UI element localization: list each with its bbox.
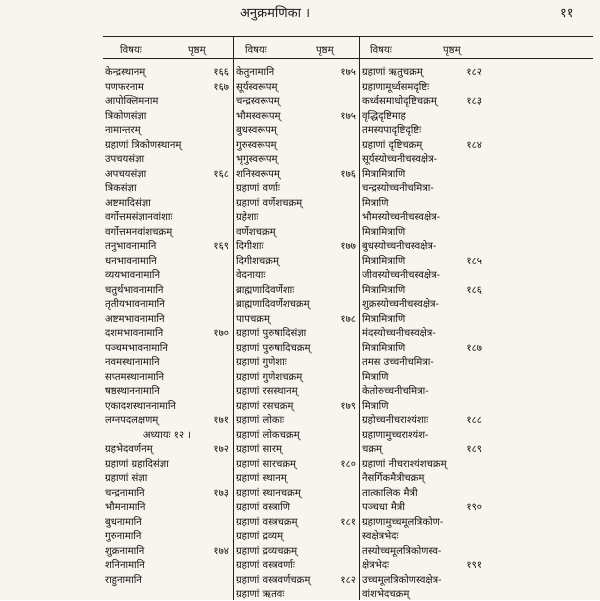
entry-title: भौमस्योच्चनीचस्वक्षेत्र- [362,212,441,223]
entry-title: भौमस्वरूपम् [236,110,281,122]
entry-title: शनिनामानि [105,560,145,571]
entry-title: मित्रामित्राणि [362,226,406,238]
entry-title: ग्रहाणां ऋतवः [236,589,285,600]
entry-title: ग्रहाणां लोकचक्रम् [236,429,300,441]
entry-title: ग्रहाणां द्रव्यचक्रम् [236,545,298,557]
entry-title: चक्रम् [362,444,383,455]
entry-title: ग्रहोच्चनीचराश्यंशाः [362,415,429,426]
column-header-subject: विषयः [245,45,267,56]
entry-title: ग्रहाणां नीचराश्यंशचक्रम् [362,458,447,470]
entry-page-number: १७६ [340,168,356,180]
entry-page-number: १६७ [213,81,229,93]
entry-title: वांशभेदचक्रम् [362,589,410,600]
entry-title: नैसर्गिकमैत्रीचक्रम् [362,473,425,484]
entry-title: स्वक्षेत्रभेदः [362,531,399,542]
entry-title: अष्टमादिसंज्ञा [105,197,151,209]
entry-title: उपचयसंज्ञा [105,154,145,165]
entry-title: ग्रहाणां गुणेशचक्रम् [236,371,303,383]
entry-title: ग्रहाणां वर्णाः [236,183,280,194]
entry-title: ग्रहेशाः [236,212,259,223]
entry-title: मित्राणि [362,371,389,383]
entry-title: पापचक्रम् [236,313,270,325]
entry-title: बुधस्वरूपम् [236,125,277,136]
entry-title: तस्योच्चमूलत्रिकोणस्व- [362,545,442,557]
entry-title: पञ्चधा मैत्री [362,502,405,513]
entry-title: ग्रहाणां पुरुषादिचक्रम् [236,342,311,354]
column-header-page: पृष्ठम् [443,45,461,56]
entry-page-number: १७५ [340,110,356,122]
entry-title: चतुर्थभावनामानि [105,284,164,296]
page-header [0,0,600,22]
entry-title: ग्रहाणां वस्त्राणि [236,502,290,513]
header-rule [103,58,593,59]
column-divider [233,36,234,600]
entry-title: दिगीशाः [236,241,264,252]
entry-page-number: १८९ [466,444,482,455]
page-title: अनुक्रमणिका । [240,6,311,21]
entry-page-number: १७२ [213,444,229,455]
entry-title: केन्द्रस्थानम् [105,67,146,78]
entry-title: वृद्धिदृष्टिमाह [362,110,406,122]
entry-title: मित्रामित्राणि [362,168,406,180]
entry-title: सूर्यस्योच्चनीचस्वक्षेत्र- [362,154,437,165]
chapter-heading: अध्यायः १२ । [142,429,192,441]
entry-title: ग्रहाणामुच्चमूलत्रिकोण- [362,516,444,528]
entry-title: शनिस्वरूपम् [236,168,280,180]
entry-title: मित्राणि [362,197,389,209]
entry-title: आपोक्लिमनाम [105,96,159,107]
entry-title: ग्रहाणां रसचक्रम् [236,400,294,412]
entry-title: पञ्चमभावनामानि [105,342,168,354]
entry-title: चन्द्रनामानि [105,487,145,499]
entry-title: ग्रहाणां वस्त्रवर्णचक्रम् [236,574,311,586]
column-header-page: पृष्ठम् [316,45,334,56]
entry-title: ग्रहाणां ग्रहादिसंज्ञा [105,458,169,470]
entry-title: कर्ध्वसमाधोदृष्टिचक्रम् [362,96,437,107]
entry-title: दशमभावनामानि [105,328,164,339]
entry-title: व्ययभावनामानि [105,270,161,281]
entry-title: भौमनामानि [105,502,146,513]
entry-title: क्षेत्रभेदः [362,560,390,571]
page-number: ११ [560,6,574,21]
entry-title: ग्रहाणां रसस्थानम् [236,386,298,397]
top-rule [103,36,593,37]
index-entry [236,584,356,601]
entry-title: ब्राह्मणादिवर्णेशचक्रम् [236,299,310,310]
entry-title: नामान्तरम् [105,125,141,136]
entry-title: ग्रहाणां सारम् [236,444,282,455]
entry-page-number: १९० [466,502,482,513]
entry-title: शुक्रस्योच्चनीचस्वक्षेत्र- [362,299,439,310]
entry-title: चन्द्रस्योच्चनीचमित्रा- [362,183,434,194]
entry-title: अपचयसंज्ञा [105,168,147,180]
entry-title: धनभावनामानि [105,255,157,267]
entry-page-number: १६९ [213,241,229,252]
entry-page-number: १७१ [213,415,229,426]
entry-title: ग्रहाणां पुरुषादिसंज्ञा [236,328,307,339]
entry-title: ग्रहाणां त्रिकोणस्थानम् [105,139,182,151]
entry-page-number: १८१ [340,516,356,528]
entry-title: नवमस्थानामानि [105,357,160,368]
entry-title: ग्रहाणां स्थानम् [236,473,287,484]
entry-title: मित्रामित्राणि [362,313,406,325]
entry-title: अष्टमभावनामानि [105,313,165,325]
entry-title: तनुभावनामानि [105,241,157,252]
entry-title: तमस्यपादृष्टिदृष्टिः [362,125,422,136]
entry-title: ग्रहाणां वस्त्रचक्रम् [236,516,298,528]
entry-title: शुक्रनामानि [105,545,145,557]
entry-page-number: १८८ [466,415,482,426]
entry-title: वेदनायाः [236,270,266,281]
entry-page-number: १७५ [340,67,356,78]
entry-title: ग्रहाणां स्थानचक्रम् [236,487,301,499]
entry-page-number: १७४ [213,545,229,557]
entry-page-number: १८६ [466,284,482,296]
entry-page-number: १९१ [466,560,482,571]
column-divider [359,36,360,600]
column-header-subject: विषयः [120,45,142,56]
entry-page-number: १७० [213,328,229,339]
entry-title: ग्रहाणां द्रव्यम् [236,531,284,542]
entry-title: मंदस्योच्चनीचस्वक्षेत्र- [362,328,436,339]
entry-title: ग्रहाणामुच्चराश्यंश- [362,429,429,441]
entry-page-number: १७७ [340,241,356,252]
entry-title: ग्रहाणां ऋतुचक्रम् [362,67,423,78]
entry-title: ब्राह्मणादिवर्णेशाः [236,284,295,296]
entry-title: चन्द्रस्वरूपम् [236,96,280,107]
entry-title: ग्रहाणां संज्ञा [105,473,148,484]
entry-page-number: १८७ [466,342,482,354]
entry-title: मित्रामित्राणि [362,255,406,267]
entry-title: केतोरुच्चनीचमित्रा- [362,386,429,397]
entry-title: ग्रहभेदवर्णनम् [105,444,153,455]
entry-title: वर्णेशचक्रम् [236,226,276,238]
entry-title: वर्गोत्तमसंज्ञानवांशाः [105,212,173,223]
entry-title: गुरुस्वरूपम् [236,139,277,151]
entry-title: ग्रहाणां वर्णेशचक्रम् [236,197,303,209]
entry-title: राहुनामानि [105,574,142,586]
entry-title: ग्रहाणां लोकाः [236,415,285,426]
entry-title: बुधस्योच्चनीचस्वक्षेत्र- [362,241,437,252]
entry-page-number: १८५ [466,255,482,267]
entry-page-number: १८२ [340,574,356,586]
entry-title: भृगुस्वरूपम् [236,154,278,165]
entry-title: पणफरनाम [105,81,144,93]
entry-title: मित्रामित्राणि [362,284,406,296]
entry-title: त्रिकसंज्ञा [105,183,137,194]
entry-title: सप्तमस्थानामानि [105,371,165,383]
entry-title: ग्रहाणां सारचक्रम् [236,458,296,470]
entry-title: मित्राणि [362,400,389,412]
entry-title: ग्रहाणामूर्ध्वसमदृष्टिः [362,81,430,93]
entry-title: सूर्यस्वरूपम् [236,81,278,93]
entry-title: ग्रहाणां दृष्टिचक्रम् [362,139,423,151]
entry-page-number: १७३ [213,487,229,499]
entry-page-number: १७८ [340,313,356,325]
entry-page-number: १७९ [340,400,356,412]
entry-page-number: १६८ [213,168,229,180]
entry-title: षष्ठस्थाननामानि [105,386,160,397]
entry-title: केतुनामानि [236,67,275,78]
entry-title: ग्रहाणां गुणेशाः [236,357,287,368]
column-header-page: पृष्ठम् [188,45,206,56]
entry-title: तमस उच्चनीचमित्रा- [362,357,434,368]
entry-title: दिगीशचक्रम् [236,255,279,267]
entry-title: जीवस्योच्चनीचस्वक्षेत्र- [362,270,440,281]
entry-title: वर्गोत्तमनवांशचक्रम् [105,226,173,238]
entry-title: एकादशस्थाननामानि [105,400,176,412]
index-entry [362,584,482,601]
entry-title: लग्नपदलक्षणम् [105,415,159,426]
entry-title: तृतीयभावनामानि [105,299,165,310]
entry-title: गुरुनामानि [105,531,142,542]
entry-title: त्रिकोणसंज्ञा [105,110,147,122]
index-entry [105,570,229,587]
entry-page-number: १८४ [466,139,482,151]
entry-title: बुधनामानि [105,516,142,528]
entry-title: ग्रहाणां वस्त्रवर्णाः [236,560,295,571]
entry-page-number: १८२ [466,67,482,78]
entry-title: मित्रामित्राणि [362,342,406,354]
column-header-subject: विषयः [370,45,392,56]
entry-page-number: १६६ [213,67,229,78]
entry-page-number: १८३ [466,96,482,107]
entry-title: तात्कालिक मैत्री [362,487,418,499]
entry-page-number: १८० [340,458,356,470]
entry-title: उच्चमूलत्रिकोणस्वक्षेत्र- [362,574,442,586]
